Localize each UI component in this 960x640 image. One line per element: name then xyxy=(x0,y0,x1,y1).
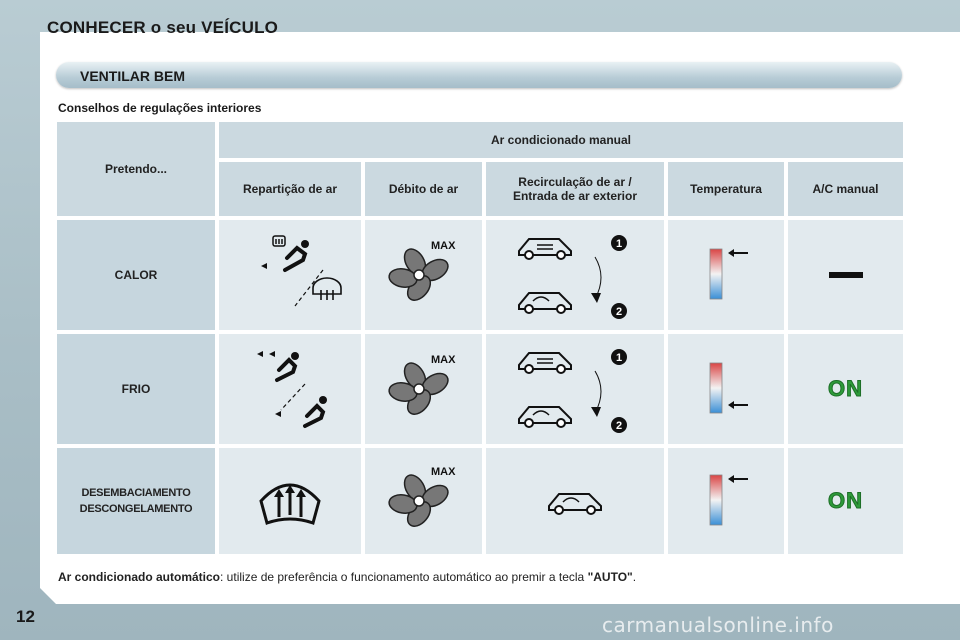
temperature-hot-icon xyxy=(696,245,756,305)
fan-max-icon xyxy=(389,466,459,536)
recirculation-sequence-icon xyxy=(515,341,635,437)
outside-air-icon xyxy=(545,486,605,516)
recirculation-cell xyxy=(486,220,664,330)
recirculation-sequence-icon xyxy=(515,227,635,323)
step-two-label: 2 xyxy=(615,306,623,318)
ac-manual-cell xyxy=(788,220,903,330)
page-number: 12 xyxy=(16,607,35,626)
footnote-bold: Ar condicionado automático xyxy=(58,570,221,584)
fan-max-label: MAX xyxy=(430,240,455,252)
recirculation-cell xyxy=(486,448,664,554)
fan-max-icon xyxy=(389,354,459,424)
column-header: Repartição de ar xyxy=(219,162,361,216)
header-group: Ar condicionado manual xyxy=(219,122,903,158)
air-distribution-cell xyxy=(219,448,361,554)
section-subtitle: Conselhos de regulações interiores xyxy=(58,101,262,115)
column-header: Temperatura xyxy=(668,162,784,216)
ac-on-badge: ON xyxy=(828,376,863,401)
header-corner: Pretendo... xyxy=(57,122,215,216)
recirculation-cell xyxy=(486,334,664,444)
step-two-label: 2 xyxy=(615,420,623,432)
row-label: DESEMBACIAMENTO DESCONGELAMENTO xyxy=(57,448,215,554)
air-distribution-cell xyxy=(219,334,361,444)
ac-off-dash xyxy=(829,272,863,278)
face-and-feet-icon xyxy=(235,344,345,434)
ac-on-badge: ON xyxy=(828,488,863,513)
windscreen-demist-icon xyxy=(255,471,325,531)
column-header: Recirculação de ar / Entrada de ar exterior xyxy=(486,162,664,216)
step-one-label: 1 xyxy=(615,238,623,250)
footnote-end: . xyxy=(632,570,637,584)
temperature-hot-icon xyxy=(696,471,756,531)
air-flow-cell xyxy=(365,334,482,444)
row-label: CALOR xyxy=(57,220,215,330)
footnote-key: "AUTO" xyxy=(587,570,633,584)
step-one-label: 1 xyxy=(615,352,623,364)
fan-max-label: MAX xyxy=(430,354,455,366)
temperature-cell xyxy=(668,220,784,330)
page-title: CONHECER o seu VEÍCULO xyxy=(47,18,279,37)
watermark: carmanualsonline.info xyxy=(602,613,834,637)
column-header: Débito de ar xyxy=(365,162,482,216)
row-label: FRIO xyxy=(57,334,215,444)
column-header: A/C manual xyxy=(788,162,903,216)
ac-manual-cell xyxy=(788,448,903,554)
ac-manual-cell xyxy=(788,334,903,444)
air-flow-cell xyxy=(365,448,482,554)
fan-max-icon xyxy=(389,240,459,310)
footnote xyxy=(58,570,636,584)
temperature-cell xyxy=(668,448,784,554)
air-flow-cell xyxy=(365,220,482,330)
footnote-text: : utilize de preferência o funcionamento automático ao premir a tecla xyxy=(220,570,588,584)
temperature-cold-icon xyxy=(696,359,756,419)
feet-and-windscreen-icon xyxy=(235,230,345,320)
fan-max-label: MAX xyxy=(430,466,455,478)
section-banner-title: VENTILAR BEM xyxy=(80,68,185,84)
air-distribution-cell xyxy=(219,220,361,330)
temperature-cell xyxy=(668,334,784,444)
